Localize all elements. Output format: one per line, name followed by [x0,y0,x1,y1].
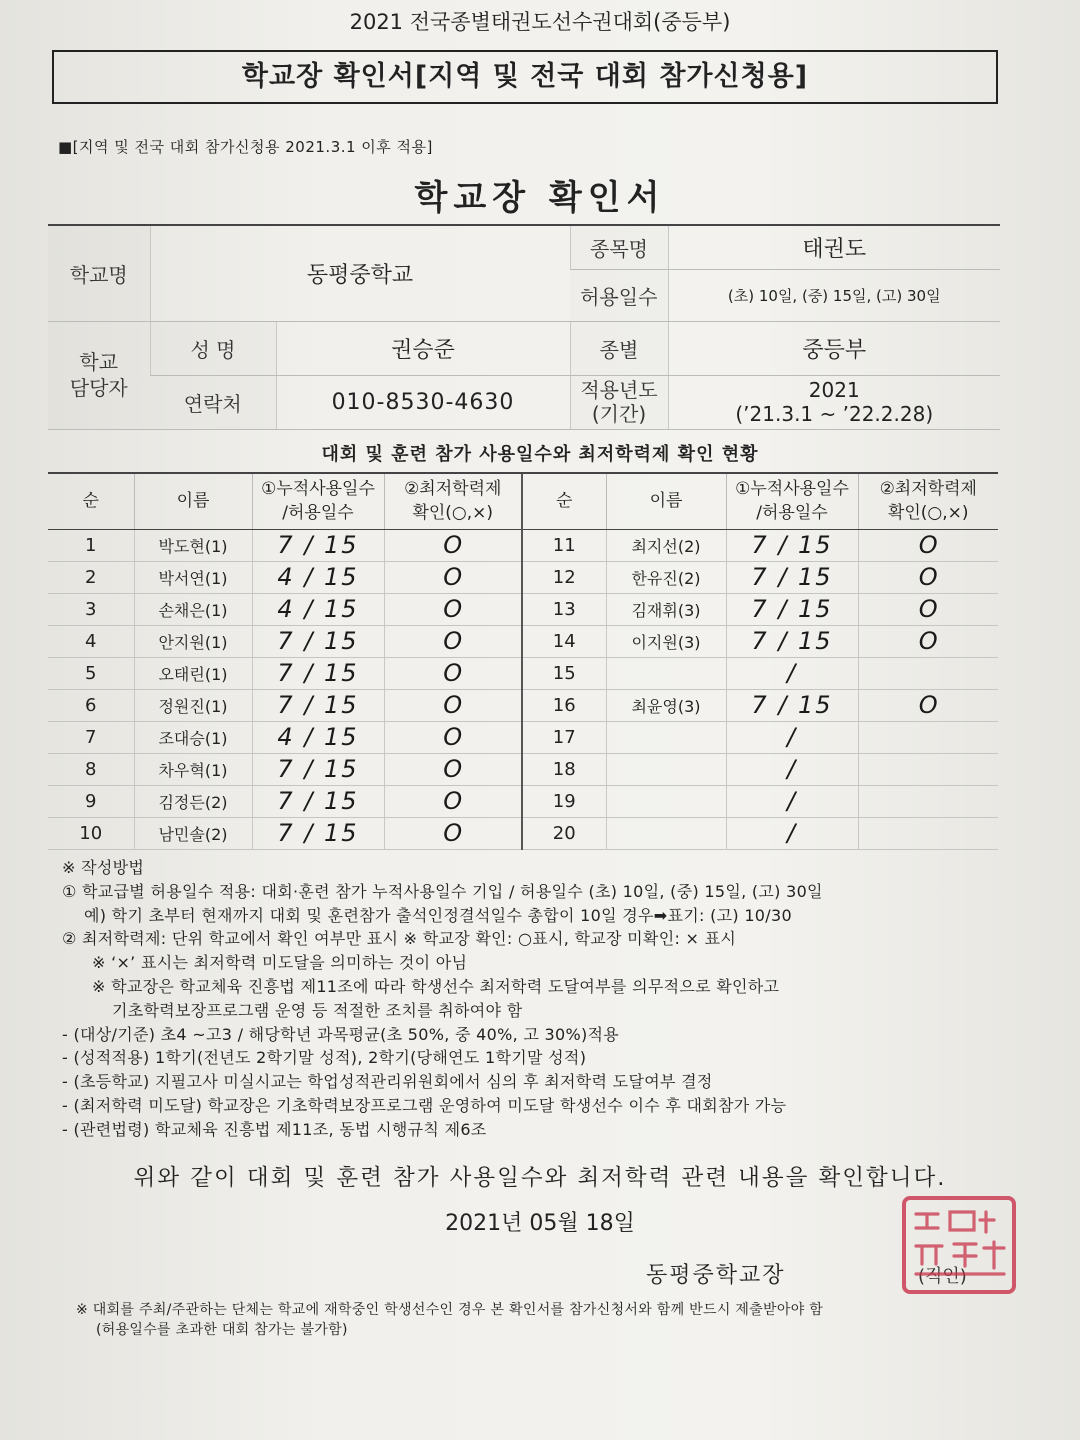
instruction-line: - (대상/기준) 초4 ~고3 / 해당학년 과목평균(초 50%, 중 40%, 고 30%)적용 [62,1024,620,1044]
instruction-line: - (최저학력 미도달) 학교장은 기초학력보장프로그램 운영하여 미도달 학생선수 이수 후 대회참가 가능 [62,1095,787,1115]
instruction-line: ② 최저학력제: 단위 학교에서 확인 여부만 표시 ※ 학교장 확인: ○표시, 학교장 미확인: × 표시 [62,929,737,949]
used-days: 4 / 15 [252,561,384,593]
min-academic-check: O [384,529,522,561]
instruction-line: ① 학교급별 허용일수 적용: 대회·훈련 참가 누적사용일수 기입 / 허용일수 (초) 10일, (중) 15일, (고) 30일 [62,881,823,901]
table-row [48,529,998,561]
table-row [48,817,998,849]
athlete-name: 차우혁(1) [134,753,252,785]
min-academic-check: O [858,689,998,721]
principal-title: 동평중학교장 [646,1263,786,1288]
row-number: 15 [522,657,606,689]
school-name-label: 학교명 [48,225,150,321]
row-number: 9 [48,785,134,817]
row-number: 6 [48,689,134,721]
row-number: 12 [522,561,606,593]
sport-label: 종목명 [570,225,668,269]
row-number: 17 [522,721,606,753]
athlete-name: 박도현(1) [134,529,252,561]
table-row [48,657,998,689]
table-row [48,689,998,721]
instruction-line: ※ 학교장은 학교체육 진흥법 제11조에 따라 학생선수 최저학력 도달여부를 의무적으로 확인하고 [92,976,780,996]
instruction-line: - (초등학교) 지필고사 미실시교는 학업성적관리위원회에서 심의 후 최저학력 도달여부 결정 [62,1072,713,1092]
table-row [48,785,998,817]
row-number: 11 [522,529,606,561]
year-value: 2021 [808,378,860,402]
confirmation-statement: 위와 같이 대회 및 훈련 참가 사용일수와 최저학력 관련 내용을 확인합니다. [133,1165,947,1191]
used-days: 7 / 15 [726,529,858,561]
roster-title: 대회 및 훈련 참가 사용일수와 최저학력제 확인 현황 [321,444,759,465]
used-days: 7 / 15 [252,657,384,689]
min-academic-check: O [384,753,522,785]
min-academic-check [858,753,998,785]
used-days: 7 / 15 [726,689,858,721]
division-value: 중등부 [668,321,1000,375]
used-days: 7 / 15 [252,689,384,721]
row-number: 18 [522,753,606,785]
row-number: 14 [522,625,606,657]
min-academic-check [858,721,998,753]
table-row [48,561,998,593]
school-info-table [48,224,1000,430]
row-number: 13 [522,593,606,625]
athlete-name: 한유진(2) [606,561,726,593]
athlete-name [606,657,726,689]
row-number: 7 [48,721,134,753]
athlete-name [606,721,726,753]
athlete-name: 최지선(2) [606,529,726,561]
used-days: 7 / 15 [726,561,858,593]
athlete-name: 조대승(1) [134,721,252,753]
writing-instructions [62,856,823,1142]
header-name: 이름 [606,473,726,529]
min-academic-check: O [384,817,522,849]
athlete-name: 김정든(2) [134,785,252,817]
min-academic-check: O [384,785,522,817]
row-number: 16 [522,689,606,721]
min-academic-check [858,817,998,849]
sport-value: 태권도 [668,225,1000,269]
header-no: 순 [522,473,606,529]
athlete-name: 이지원(3) [606,625,726,657]
used-days: / [726,785,858,817]
row-number: 3 [48,593,134,625]
used-days: 7 / 15 [726,593,858,625]
school-name: 동평중학교 [150,225,570,321]
roster-table [48,472,998,850]
allowed-days-label: 허용일수 [570,269,668,321]
min-academic-check: O [858,529,998,561]
min-academic-check: O [384,593,522,625]
used-days: 7 / 15 [726,625,858,657]
header-days: ①누적사용일수 /허용일수 [252,473,384,529]
min-academic-check: O [858,561,998,593]
header-min: ②최저학력제 확인(○,×) [384,473,522,529]
row-number: 8 [48,753,134,785]
allowed-days-value: (초) 10일, (중) 15일, (고) 30일 [668,269,1000,321]
min-academic-check: O [384,689,522,721]
period-value: (’21.3.1 ~ ’22.2.28) [735,402,934,426]
used-days: / [726,817,858,849]
document-title: 학교장 확인서 [414,178,666,218]
table-row [48,593,998,625]
footer-note [76,1300,823,1340]
instruction-line: 기초학력보장프로그램 운영 등 적절한 조치를 취하여야 함 [112,1000,523,1020]
contact-label: 연락처 [150,375,276,429]
used-days: 4 / 15 [252,721,384,753]
min-academic-check [858,657,998,689]
row-number: 20 [522,817,606,849]
year-label: 적용년도 (기간) [570,375,668,429]
person-name: 권승준 [276,321,570,375]
instruction-line: ※ 작성방법 [62,858,145,877]
instruction-line: - (성적적용) 1학기(전년도 2학기말 성적), 2학기(당해연도 1학기말 성적) [62,1048,587,1068]
row-number: 2 [48,561,134,593]
footer-line: (허용일수를 초과한 대회 참가는 불가함) [96,1322,348,1338]
athlete-name [606,817,726,849]
athlete-name: 안지원(1) [134,625,252,657]
used-days: / [726,721,858,753]
table-row [48,753,998,785]
official-seal-stamp [898,1190,1020,1298]
table-row [48,721,998,753]
footer-line: ※ 대회를 주최/주관하는 단체는 학교에 재학중인 학생선수인 경우 본 확인서를 참가신청서와 함께 반드시 제출받아야 함 [76,1302,824,1318]
applicability-note: ■[지역 및 전국 대회 참가신청용 2021.3.1 이후 적용] [58,138,433,156]
min-academic-check: O [384,721,522,753]
row-number: 4 [48,625,134,657]
division-label: 종별 [570,321,668,375]
athlete-name: 박서연(1) [134,561,252,593]
instruction-line: - (관련법령) 학교체육 진흥법 제11조, 동법 시행규칙 제6조 [62,1119,487,1139]
used-days: 7 / 15 [252,785,384,817]
form-title: 학교장 확인서[지역 및 전국 대회 참가신청용] [52,50,998,104]
header-min: ②최저학력제 확인(○,×) [858,473,998,529]
instruction-line: ※ ‘×’ 표시는 최저학력 미도달을 의미하는 것이 아님 [92,953,468,973]
used-days: 7 / 15 [252,625,384,657]
issue-date: 2021년 05월 18일 [445,1211,635,1236]
row-number: 5 [48,657,134,689]
used-days: 7 / 15 [252,753,384,785]
event-title: 2021 전국종별태권도선수권대회(중등부) [349,10,731,34]
min-academic-check [858,785,998,817]
used-days: / [726,657,858,689]
athlete-name: 정원진(1) [134,689,252,721]
min-academic-check: O [384,625,522,657]
row-number: 19 [522,785,606,817]
header-days: ①누적사용일수 /허용일수 [726,473,858,529]
row-number: 1 [48,529,134,561]
athlete-name: 손채은(1) [134,593,252,625]
min-academic-check: O [858,625,998,657]
min-academic-check: O [858,593,998,625]
used-days: 7 / 15 [252,817,384,849]
instruction-line: 예) 학기 초부터 현재까지 대회 및 훈련참가 출석인정결석일수 총합이 10일 경우➡표기: (고) 10/30 [84,905,792,925]
row-number: 10 [48,817,134,849]
used-days: / [726,753,858,785]
athlete-name: 김재휘(3) [606,593,726,625]
table-row [48,625,998,657]
min-academic-check: O [384,657,522,689]
athlete-name [606,785,726,817]
person-name-label: 성 명 [150,321,276,375]
seal-label: (직인) [918,1266,967,1287]
year-cell [668,375,1000,429]
contact-group-label: 학교 담당자 [48,321,150,429]
athlete-name: 남민솔(2) [134,817,252,849]
header-no: 순 [48,473,134,529]
used-days: 7 / 15 [252,529,384,561]
athlete-name: 오태린(1) [134,657,252,689]
used-days: 4 / 15 [252,593,384,625]
header-name: 이름 [134,473,252,529]
min-academic-check: O [384,561,522,593]
athlete-name: 최윤영(3) [606,689,726,721]
athlete-name [606,753,726,785]
contact-value: 010-8530-4630 [276,375,570,429]
